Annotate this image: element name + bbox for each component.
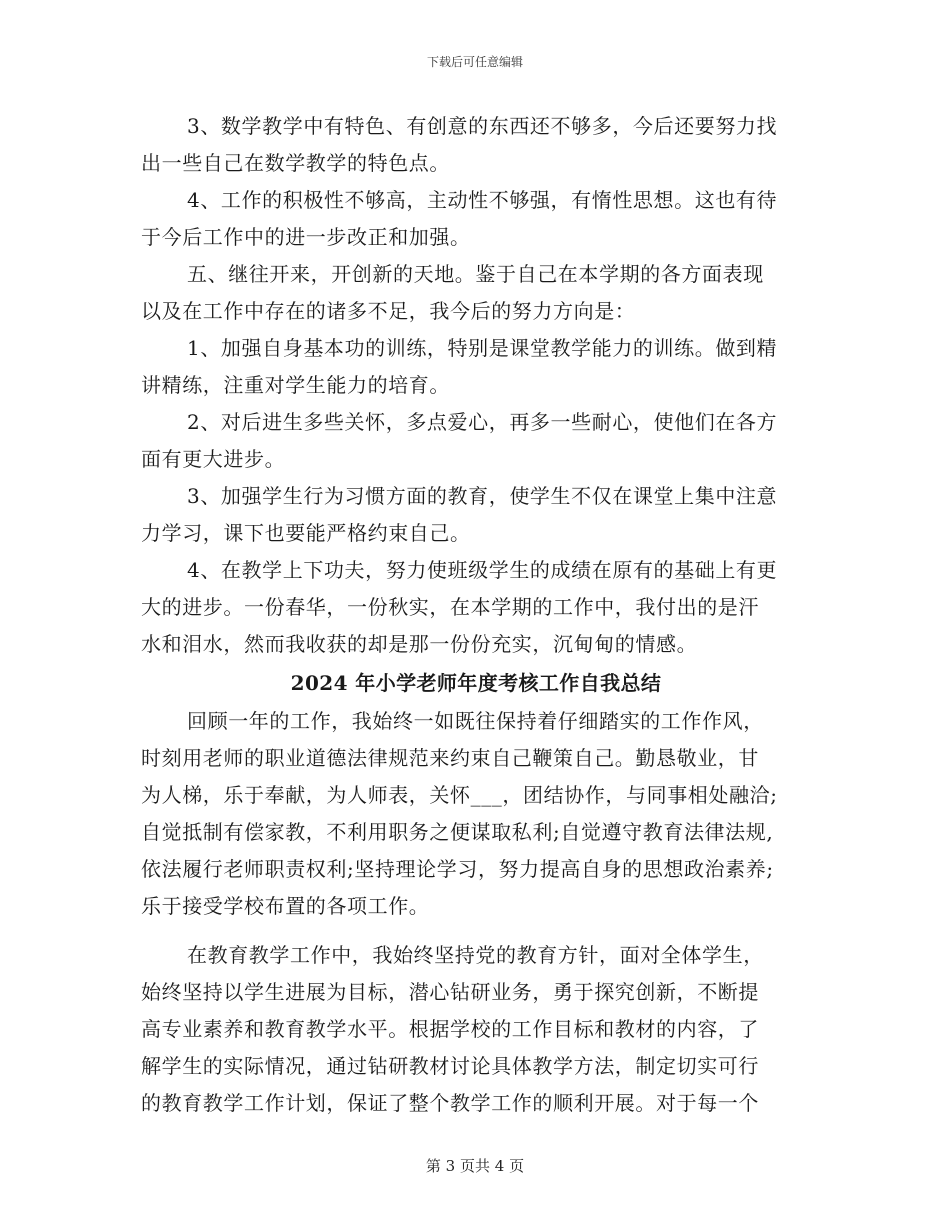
paragraph-line: 高专业素养和教育教学水平。根据学校的工作目标和教材的内容，了 xyxy=(141,1017,759,1041)
paragraph-line: 3、加强学生行为习惯方面的教育，使学生不仅在课堂上集中注意 xyxy=(187,484,778,508)
paragraph-line: 水和泪水，然而我收获的却是那一份份充实，沉甸甸的情感。 xyxy=(141,632,698,656)
section-title: 2024 年小学老师年度考核工作自我总结 xyxy=(290,671,662,695)
paragraph-line: 力学习，课下也要能严格约束自己。 xyxy=(141,521,471,545)
paragraph-line: 自觉抵制有偿家教，不利用职务之便谋取私利;自觉遵守教育法律法规, xyxy=(141,820,774,844)
paragraph-line: 乐于接受学校布置的各项工作。 xyxy=(141,894,430,918)
paragraph-line: 五、继往开来，开创新的天地。鉴于自己在本学期的各方面表现 xyxy=(187,262,764,286)
paragraph-line: 3、数学教学中有特色、有创意的东西还不够多，今后还要努力找 xyxy=(187,114,778,138)
paragraph-line: 于今后工作中的进一步改正和加强。 xyxy=(141,225,471,249)
paragraph-line: 4、在教学上下功夫，努力使班级学生的成绩在原有的基础上有更 xyxy=(187,558,778,582)
paragraph-line: 依法履行老师职责权利;坚持理论学习，努力提高自身的思想政治素养; xyxy=(141,857,774,881)
page-footer: 第 3 页共 4 页 xyxy=(425,1157,525,1175)
paragraph-line: 大的进步。一份春华，一份秋实，在本学期的工作中，我付出的是汗 xyxy=(141,595,759,619)
paragraph-line: 在教育教学工作中，我始终坚持党的教育方针，面对全体学生， xyxy=(187,943,764,967)
paragraph-line: 解学生的实际情况，通过钻研教材讨论具体教学方法，制定切实可行 xyxy=(141,1054,759,1078)
paragraph-line: 讲精练，注重对学生能力的培育。 xyxy=(141,373,450,397)
paragraph-line: 面有更大进步。 xyxy=(141,447,286,471)
paragraph-line: 4、工作的积极性不够高，主动性不够强，有惰性思想。这也有待 xyxy=(187,188,778,212)
paragraph-line: 时刻用老师的职业道德法律规范来约束自己鞭策自己。勤恳敬业，甘 xyxy=(141,746,759,770)
paragraph-line: 始终坚持以学生进展为目标，潜心钻研业务，勇于探究创新，不断提 xyxy=(141,980,759,1004)
paragraph-line: 的教育教学工作计划，保证了整个教学工作的顺利开展。对于每一个 xyxy=(141,1091,759,1115)
paragraph-line: 1、加强自身基本功的训练，特别是课堂教学能力的训练。做到精 xyxy=(187,336,778,360)
page-header: 下载后可任意编辑 xyxy=(426,55,523,69)
document-body xyxy=(141,108,811,1122)
paragraph-line: 2、对后进生多些关怀，多点爱心，再多一些耐心，使他们在各方 xyxy=(187,410,778,434)
paragraph-line: 为人梯，乐于奉献，为人师表，关怀___，团结协作，与同事相处融洽; xyxy=(141,783,778,807)
paragraph-line: 回顾一年的工作，我始终一如既往保持着仔细踏实的工作作风， xyxy=(187,709,764,733)
paragraph-line: 以及在工作中存在的诸多不足，我今后的努力方向是： xyxy=(141,299,636,323)
paragraph-line: 出一些自己在数学教学的特色点。 xyxy=(141,151,450,175)
